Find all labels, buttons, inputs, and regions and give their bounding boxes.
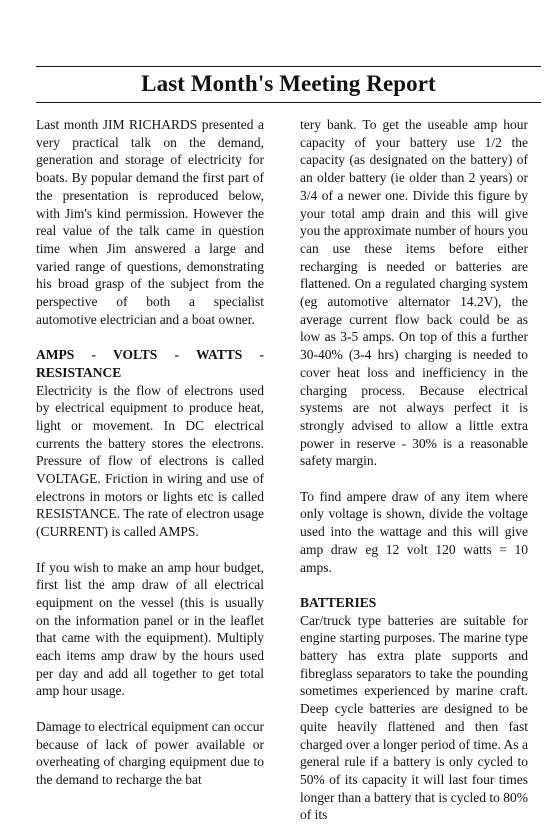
intro-paragraph: Last month JIM RICHARDS presented a very practical talk on the demand, generation and storage of electricity for boats. By popular demand the first part of the presentation is reproduced below, with Jim's kind permission. However the real value of the talk came in question time when Jim answered a large and varied range of questions, demonstrating his broad grasp of the subject from the perspective of both a specialist automotive electrician and a boat owner. <box>36 117 264 327</box>
paragraph-gap <box>300 470 528 488</box>
paragraph-gap <box>300 576 528 594</box>
paragraph-gap <box>36 700 264 718</box>
batteries-paragraph: Car/truck type batteries are suitable for engine starting purposes. The marine type battery has extra plate supports and fibreglass separators to take the pounding sometimes experienced by marine craft. Deep cycle batteries are designed to be quite heavily flattened and then fast charged over a longer period of time. As a general rule if a battery is only cycled to 50% of its capacity it will last four times longer than a battery that is cycled to 80% of its <box>300 612 528 823</box>
right-column <box>300 116 528 824</box>
title-bottom-rule <box>36 102 541 103</box>
section-heading-batteries: BATTERIES <box>300 594 377 610</box>
title-top-rule <box>36 66 541 67</box>
section-heading-amps-volts-watts: AMPS - VOLTS - WATTS - RESISTANCE <box>36 347 264 380</box>
ampere-draw-paragraph: To find ampere draw of any item where only voltage is shown, divide the voltage used into the wattage and this will give amp draw eg 12 volt 120 watts = 10 amps. <box>300 488 528 575</box>
page-title: Last Month's Meeting Report <box>141 71 436 96</box>
amp-hour-budget-paragraph: If you wish to make an amp hour budget, first list the amp draw of all electrical equipment on the vessel (this is usually on the information panel or in the leaflet that came with the equipment). Multiply each items amp draw by the hours used per day and add all together to get total amp hour usage. <box>36 559 264 699</box>
paragraph-gap <box>36 328 264 346</box>
left-column <box>36 116 264 789</box>
electricity-paragraph: Electricity is the flow of electrons used by electrical equipment to produce heat, light or movement. In DC electrical currents the battery stores the electrons. Pressure of flow of electrons is called VOLTAGE. Friction in wiring and use of electrons in motors or lights etc is called RESISTANCE. The rate of electron usage (CURRENT) is called AMPS. <box>36 382 264 540</box>
paragraph-gap <box>36 541 264 559</box>
damage-paragraph: Damage to electrical equipment can occur because of lack of power available or overheating of charging equipment due to the demand to recharge the bat <box>36 718 264 787</box>
battery-capacity-paragraph: tery bank. To get the useable amp hour capacity of your battery use 1/2 the capacity (as designated on the battery) of an older battery (ie older than 2 years) or 3/4 of a newer one. Divide this figure by your total amp drain and this will give you the approximate number of hours you can use these items before either recharging is needed or batteries are flattened. On a regulated charging system (eg automotive alternator 14.2V), the average current flow back could be as low as 3-5 amps. On top of this a further 30-40% (3-4 hrs) charging is needed to cover heat loss and inefficiency in the charging process. Because electrical systems are not always perfect it is strongly advised to allow a little extra power in reserve - 30% is a reasonable safety margin. <box>300 117 528 469</box>
